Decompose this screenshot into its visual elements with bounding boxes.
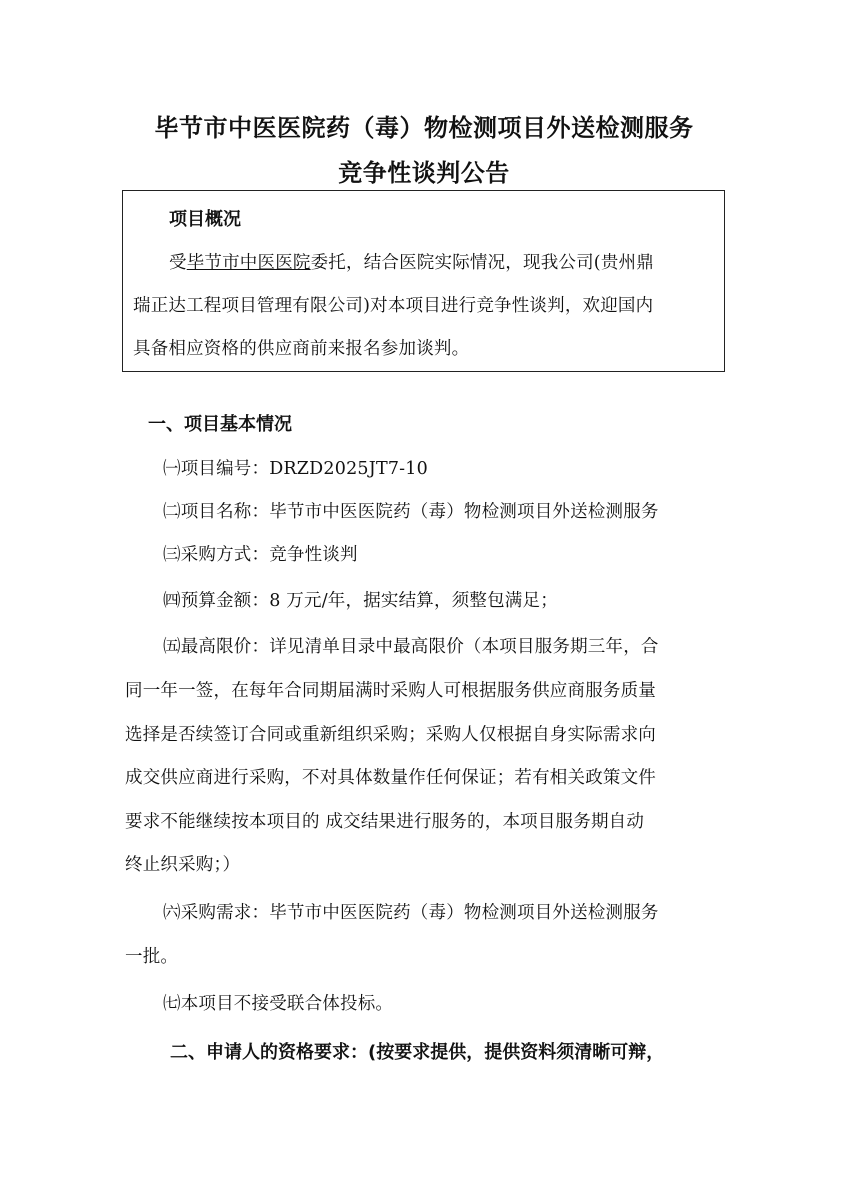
max-price-cont-4: 要求不能继续按本项目的 成交结果进行服务的，本项目服务期自动 (125, 812, 645, 832)
section-1-heading: 一、项目基本情况 (148, 414, 292, 435)
item-no-consortium: ㈦本项目不接受联合体投标。 (163, 994, 394, 1014)
overview-line-1-suffix: 委托，结合医院实际情况，现我公司(贵州鼎 (310, 253, 654, 273)
max-price-cont-1: 同一年一签，在每年合同期届满时采购人可根据服务供应商服务质量 (125, 681, 656, 701)
item-procurement-method: ㈢采购方式：竞争性谈判 (163, 545, 358, 565)
procurement-requirement-cont: 一批。 (125, 947, 179, 967)
item-budget: ㈣预算金额：8 万元/年，据实结算，须整包满足； (163, 591, 558, 611)
overview-line-1 (169, 249, 654, 274)
overview-line-1-prefix: 受 (169, 253, 187, 273)
max-price-cont-3: 成交供应商进行采购，不对具体数量作任何保证；若有相关政策文件 (125, 768, 656, 788)
max-price-cont-5: 终止织采购；） (125, 855, 241, 875)
item-max-price: ㈤最高限价：详见清单目录中最高限价（本项目服务期三年，合 (163, 637, 659, 657)
overview-heading: 项目概况 (169, 209, 241, 230)
max-price-cont-2: 选择是否续签订合同或重新组织采购；采购人仅根据自身实际需求向 (125, 725, 656, 745)
section-2-heading: 二、申请人的资格要求：(按要求提供，提供资料须清晰可辩， (170, 1042, 665, 1063)
item-project-number: ㈠项目编号：DRZD2025JT7-10 (163, 459, 428, 479)
hospital-name: 毕节市中医医院 (186, 253, 311, 273)
document-title-line-1: 毕节市中医医院药（毒）物检测项目外送检测服务 (154, 114, 694, 142)
item-procurement-requirement: ㈥采购需求：毕节市中医医院药（毒）物检测项目外送检测服务 (163, 903, 659, 923)
overview-line-2: 瑞正达工程项目管理有限公司)对本项目进行竞争性谈判，欢迎国内 (133, 296, 654, 316)
overview-line-3: 具备相应资格的供应商前来报名参加谈判。 (133, 339, 470, 359)
project-overview-box (122, 190, 725, 372)
item-project-name: ㈡项目名称：毕节市中医医院药（毒）物检测项目外送检测服务 (163, 502, 659, 522)
document-title-line-2: 竞争性谈判公告 (338, 159, 510, 187)
